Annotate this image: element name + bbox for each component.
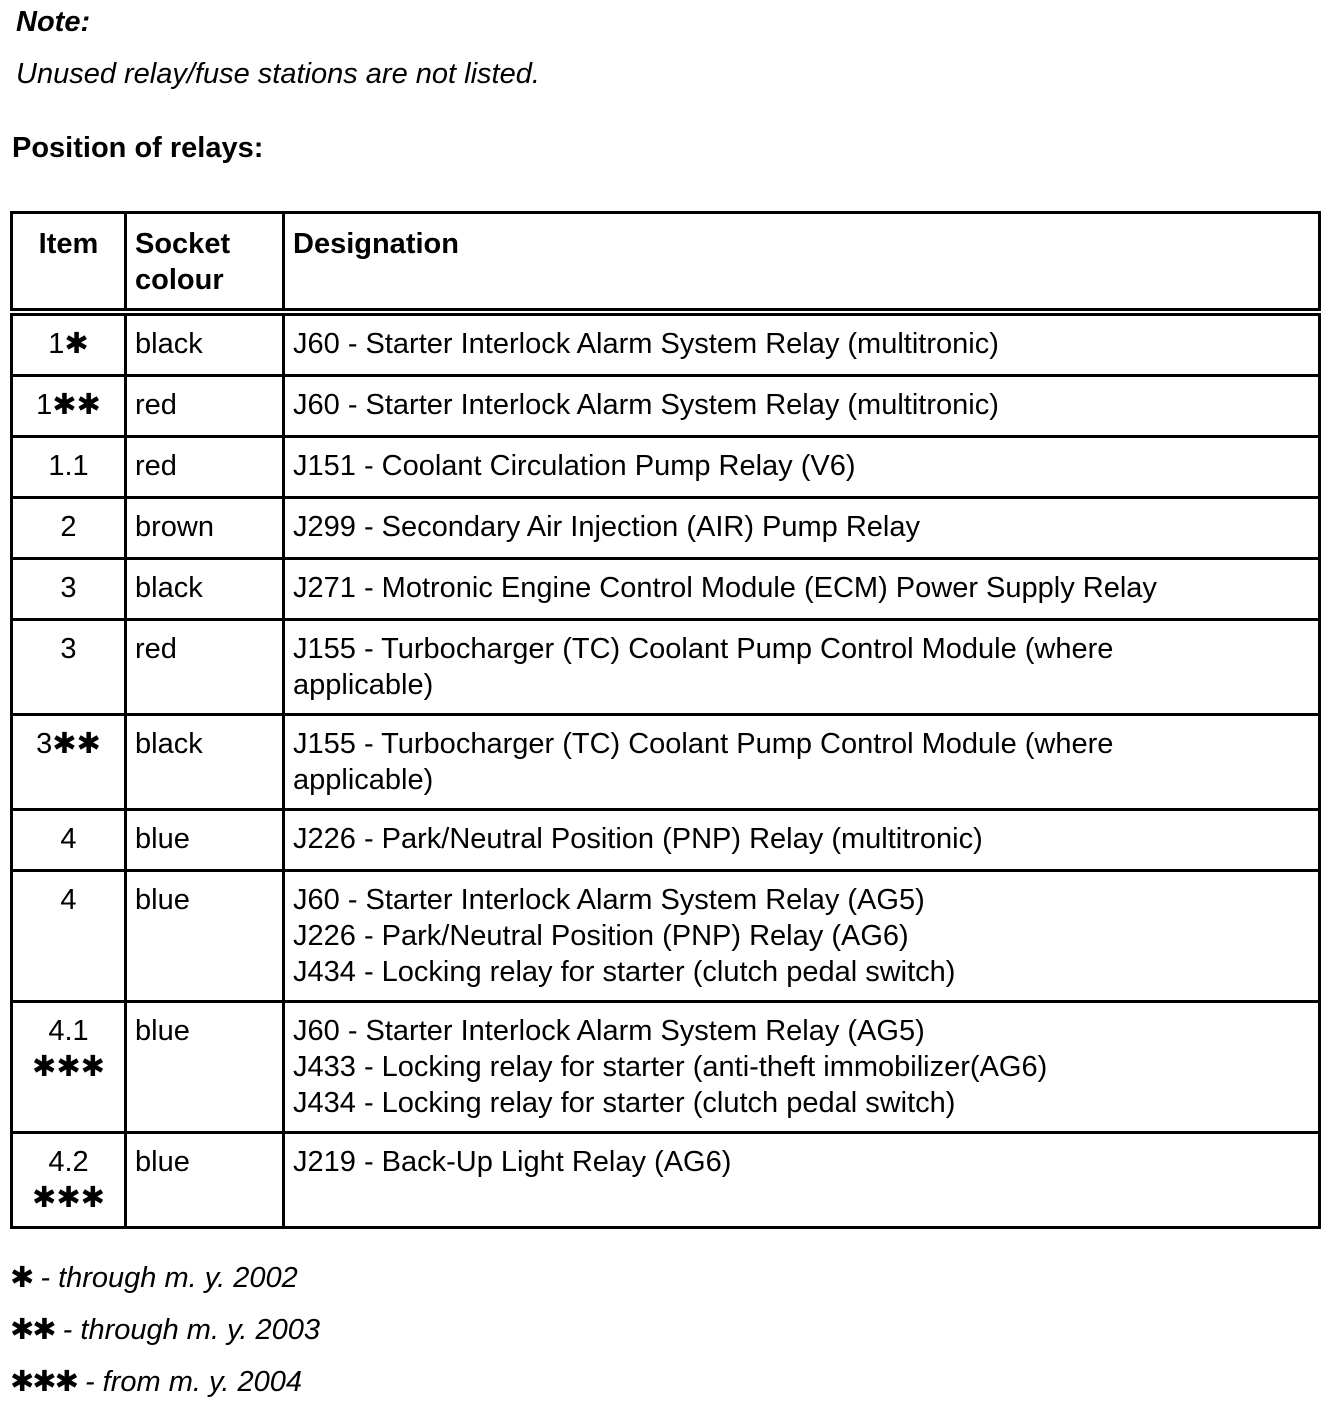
footnote xyxy=(10,1258,320,1310)
footnote-symbol: ✱✱ xyxy=(10,1314,55,1346)
item-text: 4 xyxy=(60,823,77,855)
header-item-label: Item xyxy=(38,228,99,260)
cell-item xyxy=(12,376,126,437)
item-text: 3 xyxy=(60,633,77,665)
table-row xyxy=(12,1002,1320,1133)
cell-socket-colour xyxy=(126,1002,284,1133)
header-designation xyxy=(284,213,1320,313)
designation-line: applicable) xyxy=(293,669,434,701)
item-text: ✱✱✱ xyxy=(32,1182,105,1214)
header-designation-label: Designation xyxy=(293,228,459,260)
cell-item xyxy=(12,437,126,498)
designation-line: J60 - Starter Interlock Alarm System Relay (AG5) xyxy=(293,884,925,916)
socket-colour-text: red xyxy=(135,389,177,421)
cell-socket-colour xyxy=(126,312,284,376)
socket-colour-text: black xyxy=(135,328,203,360)
socket-colour-text: blue xyxy=(135,1015,190,1047)
table-row xyxy=(12,376,1320,437)
footnote-symbol: ✱ xyxy=(10,1262,33,1294)
section-heading: Position of relays: xyxy=(12,132,264,164)
item-text: 1✱ xyxy=(48,328,89,360)
item-text: 3 xyxy=(60,572,77,604)
header-socket-colour-line1: Socket xyxy=(135,228,231,260)
designation-line: J60 - Starter Interlock Alarm System Relay (multitronic) xyxy=(293,389,999,421)
cell-item xyxy=(12,498,126,559)
table-row xyxy=(12,312,1320,376)
header-item xyxy=(12,213,126,313)
designation-line: J60 - Starter Interlock Alarm System Relay (AG5) xyxy=(293,1015,925,1047)
cell-designation xyxy=(284,437,1320,498)
designation-line: J60 - Starter Interlock Alarm System Relay (multitronic) xyxy=(293,328,999,360)
cell-socket-colour xyxy=(126,810,284,871)
table-row xyxy=(12,498,1320,559)
cell-item xyxy=(12,810,126,871)
cell-item xyxy=(12,715,126,810)
cell-item xyxy=(12,1002,126,1133)
socket-colour-text: black xyxy=(135,572,203,604)
item-text: 3✱✱ xyxy=(36,728,101,760)
cell-designation xyxy=(284,871,1320,1002)
item-text: ✱✱✱ xyxy=(32,1051,105,1083)
table-row xyxy=(12,810,1320,871)
note-text: Unused relay/fuse stations are not listed. xyxy=(16,58,540,90)
cell-socket-colour xyxy=(126,871,284,1002)
footnote-text: - through m. y. 2002 xyxy=(32,1262,298,1294)
cell-item xyxy=(12,312,126,376)
socket-colour-text: blue xyxy=(135,884,190,916)
relay-position-table xyxy=(10,211,1321,1229)
designation-line: J299 - Secondary Air Injection (AIR) Pump Relay xyxy=(293,511,920,543)
socket-colour-text: brown xyxy=(135,511,214,543)
cell-designation xyxy=(284,376,1320,437)
footnote-text: - through m. y. 2003 xyxy=(54,1314,321,1346)
table-row xyxy=(12,715,1320,810)
item-text: 4.2 xyxy=(48,1146,89,1178)
socket-colour-text: black xyxy=(135,728,203,760)
cell-item xyxy=(12,620,126,715)
cell-designation xyxy=(284,1002,1320,1133)
cell-socket-colour xyxy=(126,715,284,810)
item-text: 2 xyxy=(60,511,77,543)
table-row xyxy=(12,437,1320,498)
header-socket-colour xyxy=(126,213,284,313)
designation-line: J434 - Locking relay for starter (clutch pedal switch) xyxy=(293,1087,956,1119)
designation-line: J155 - Turbocharger (TC) Coolant Pump Control Module (where xyxy=(293,728,1114,760)
cell-item xyxy=(12,871,126,1002)
cell-designation xyxy=(284,312,1320,376)
designation-line: J433 - Locking relay for starter (anti-theft immobilizer(AG6) xyxy=(293,1051,1048,1083)
cell-designation xyxy=(284,810,1320,871)
header-socket-colour-line2: colour xyxy=(135,264,224,296)
cell-item xyxy=(12,559,126,620)
footnotes xyxy=(10,1258,320,1414)
table-row xyxy=(12,1133,1320,1228)
table-header xyxy=(12,213,1320,313)
designation-line: J226 - Park/Neutral Position (PNP) Relay (AG6) xyxy=(293,920,909,952)
cell-item xyxy=(12,1133,126,1228)
footnote-symbol: ✱✱✱ xyxy=(10,1366,77,1398)
designation-line: J271 - Motronic Engine Control Module (ECM) Power Supply Relay xyxy=(293,572,1157,604)
table-row xyxy=(12,620,1320,715)
cell-socket-colour xyxy=(126,620,284,715)
cell-designation xyxy=(284,620,1320,715)
cell-designation xyxy=(284,1133,1320,1228)
designation-line: J155 - Turbocharger (TC) Coolant Pump Control Module (where xyxy=(293,633,1114,665)
footnote xyxy=(10,1310,320,1362)
cell-designation xyxy=(284,715,1320,810)
designation-line: applicable) xyxy=(293,764,434,796)
socket-colour-text: blue xyxy=(135,1146,190,1178)
cell-socket-colour xyxy=(126,559,284,620)
header-row xyxy=(12,213,1320,313)
footnote-text: - from m. y. 2004 xyxy=(76,1366,302,1398)
note-title: Note: xyxy=(16,6,91,38)
cell-socket-colour xyxy=(126,498,284,559)
cell-designation xyxy=(284,498,1320,559)
designation-line: J151 - Coolant Circulation Pump Relay (V6) xyxy=(293,450,856,482)
socket-colour-text: red xyxy=(135,633,177,665)
cell-socket-colour xyxy=(126,437,284,498)
socket-colour-text: blue xyxy=(135,823,190,855)
item-text: 4.1 xyxy=(48,1015,89,1047)
cell-socket-colour xyxy=(126,1133,284,1228)
item-text: 4 xyxy=(60,884,77,916)
socket-colour-text: red xyxy=(135,450,177,482)
table-row xyxy=(12,559,1320,620)
designation-line: J219 - Back-Up Light Relay (AG6) xyxy=(293,1146,732,1178)
cell-socket-colour xyxy=(126,376,284,437)
item-text: 1✱✱ xyxy=(36,389,101,421)
item-text: 1.1 xyxy=(48,450,89,482)
designation-line: J226 - Park/Neutral Position (PNP) Relay (multitronic) xyxy=(293,823,983,855)
table-body xyxy=(12,312,1320,1228)
designation-line: J434 - Locking relay for starter (clutch pedal switch) xyxy=(293,956,956,988)
cell-designation xyxy=(284,559,1320,620)
table-row xyxy=(12,871,1320,1002)
footnote xyxy=(10,1362,320,1414)
